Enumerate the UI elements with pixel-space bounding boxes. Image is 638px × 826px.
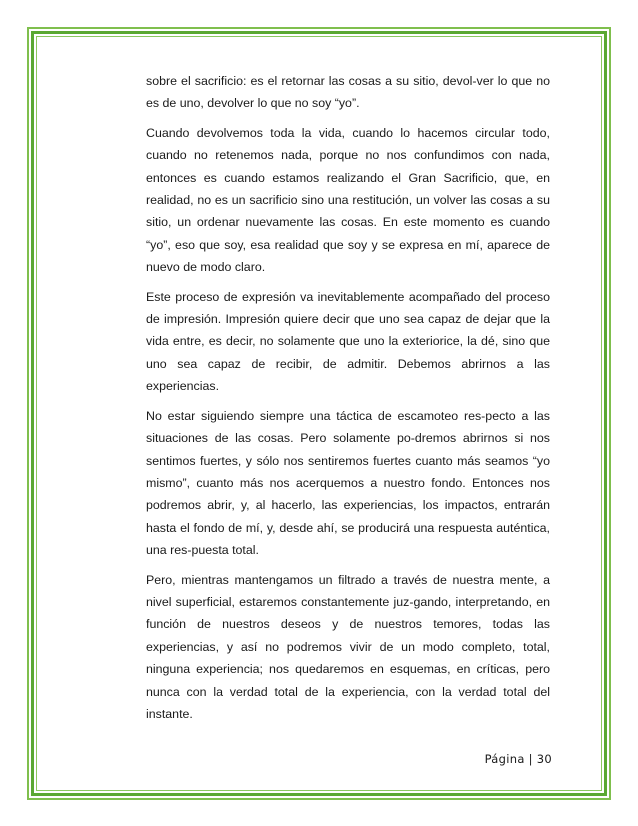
paragraph: sobre el sacrificio: es el retornar las cosas a su sitio, devol-ver lo que no es de uno, devolver lo que no soy “yo”.	[146, 74, 550, 111]
page-body	[146, 70, 550, 732]
paragraph: Pero, mientras mantengamos un filtrado a través de nuestra mente, a nivel superficial, estaremos constantemente juz-gando, interpretando, en función de nuestros deseos y de nuestros temores, todas las experiencias, y así no podremos vivir de un modo completo, total, ninguna experiencia; nos quedaremos en esquemas, en críticas, pero nunca con la verdad total de la experiencia, con la verdad total del instante.	[146, 572, 550, 721]
paragraph: No estar siguiendo siempre una táctica de escamoteo res-pecto a las situaciones de las cosas. Pero solamente po-dremos abrirnos si nos sentimos fuertes, y sólo nos sentiremos fuertes cuanto más seamos “yo mismo”, cuanto más nos acerquemos a nuestro fondo. Entonces nos podremos abrir, y, al hacerlo, las experiencias, los impactos, entrarán hasta el fondo de mí, y, desde ahí, se producirá una respuesta auténtica, una res-puesta total.	[146, 408, 550, 558]
paragraph: Este proceso de expresión va inevitablemente acompañado del proceso de impresión. Impresión quiere decir que uno sea capaz de dejar que la vida entre, es decir, no solamente que uno la exteriorice, la dé, sino que uno sea capaz de recibir, de admitir. Debemos abrirnos a las experiencias.	[146, 289, 550, 394]
page-number-footer: Página | 30	[484, 752, 552, 766]
paragraph: Cuando devolvemos toda la vida, cuando lo hacemos circular todo, cuando no retenemos nada, porque no nos confundimos con nada, entonces es cuando estamos realizando el Gran Sacrificio, que, en realidad, no es un sacrificio sino una restitución, un volver las cosas a su sitio, un ordenar nuevamente las cosas. En este momento es cuando “yo”, eso que soy, esa realidad que soy y se expresa en mí, aparece de nuevo de modo claro.	[146, 125, 550, 275]
